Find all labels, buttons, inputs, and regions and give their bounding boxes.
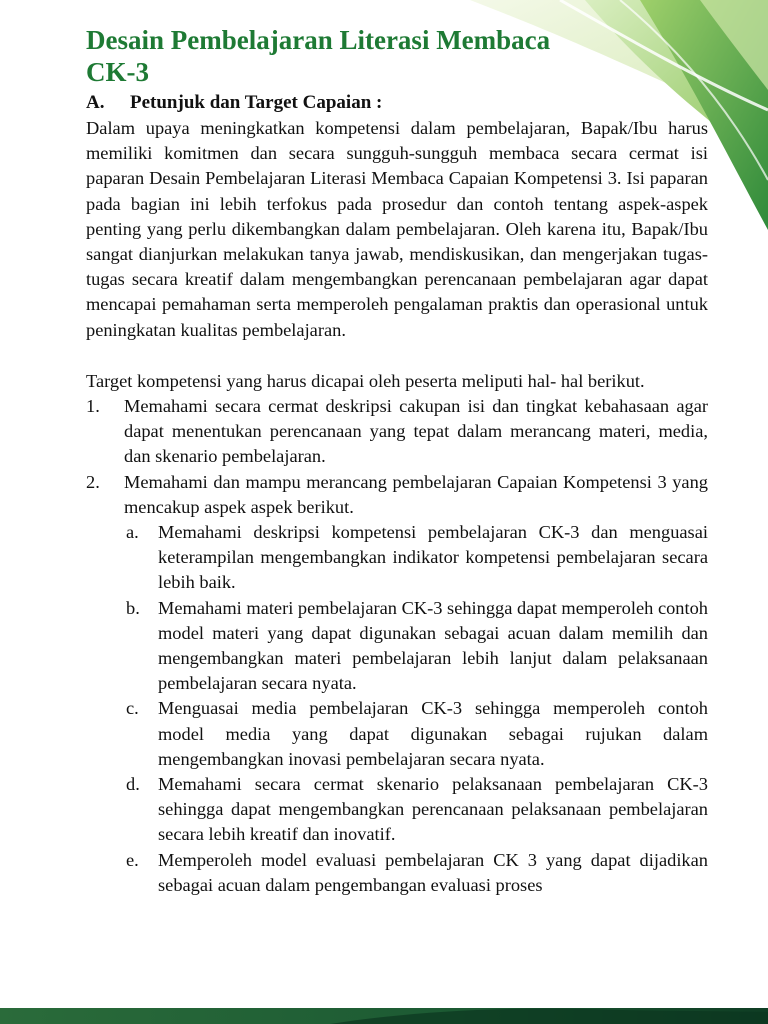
title-line-1: Desain Pembelajaran Literasi Membaca (86, 25, 551, 55)
sub-list-marker: e. (126, 849, 139, 870)
sub-list-text: Memahami deskripsi kompetensi pembelajaran CK-3 dan menguasai keterampilan mengembangkan indikator kompetensi pembelajaran secara lebih baik. (158, 522, 708, 593)
sub-list-text: Memahami materi pembelajaran CK-3 sehingga dapat memperoleh contoh model materi yang dapat digunakan sebagai acuan dalam memilih dan mengembangkan materi pembelajaran lebih lanjut dalam pelaksanaan pembelajaran secara nyata. (158, 597, 708, 694)
bottom-bar (0, 1008, 768, 1024)
sub-list-item (126, 772, 708, 848)
list-item (86, 394, 708, 470)
target-intro: Target kompetensi yang harus dicapai oleh peserta meliputi hal- hal berikut. (86, 370, 645, 391)
list-item (86, 470, 708, 520)
sub-list-item (126, 696, 708, 772)
list-text: Memahami secara cermat deskripsi cakupan isi dan tingkat kebahasaan agar dapat menentukan perencanaan yang tepat dalam merancang materi, media, dan skenario pembelajaran. (124, 396, 708, 467)
sub-list-item (126, 596, 708, 697)
sub-list-marker: a. (126, 522, 139, 543)
document-page (86, 24, 708, 898)
sub-list-text: Memahami secara cermat skenario pelaksanaan pembelajaran CK-3 sehingga dapat mengembangkan perencanaan pelaksanaan pembelajaran secara lebih kreatif dan inovatif. (158, 774, 708, 845)
list-marker: 2. (86, 471, 100, 492)
sub-list-marker: b. (126, 597, 140, 618)
intro-paragraph: Dalam upaya meningkatkan kompetensi dalam pembelajaran, Bapak/Ibu harus memiliki komitmen dan secara sungguh-sungguh membaca secara cermat isi paparan Desain Pembelajaran Literasi Membaca Capaian Kompetensi 3. Isi paparan pada bagian ini lebih terfokus pada prosedur dan contoh tentang aspek-aspek penting yang perlu dikembangkan dalam pembelajaran. Oleh karena itu, Bapak/Ibu sangat dianjurkan melakukan tanya jawab, mendiskusikan, dan mengerjakan tugas-tugas secara kreatif dalam mengembangkan perencanaan pembelajaran agar dapat mencapai pemahaman serta memperoleh pengalaman praktis dan operasional untuk peningkatan kualitas pembelajaran. (86, 118, 708, 340)
sub-list-marker: d. (126, 774, 140, 795)
section-heading (86, 90, 708, 116)
sub-list-item (126, 848, 708, 898)
sub-list-text: Menguasai media pembelajaran CK-3 sehingga memperoleh contoh model media yang dapat digunakan sebagai rujukan dalam mengembangkan inovasi pembelajaran secara nyata. (158, 698, 708, 769)
title-line-2: CK-3 (86, 57, 149, 87)
document-title (86, 24, 708, 88)
list-marker: 1. (86, 396, 100, 417)
sub-list-item (126, 520, 708, 596)
sub-list-text: Memperoleh model evaluasi pembelajaran CK 3 yang dapat dijadikan sebagai acuan dalam pengembangan evaluasi proses (158, 849, 708, 895)
sub-list-marker: c. (126, 698, 139, 719)
list-text: Memahami dan mampu merancang pembelajaran Capaian Kompetensi 3 yang mencakup aspek aspek berikut. (124, 471, 708, 517)
section-marker: A. (86, 92, 105, 113)
section-title: Petunjuk dan Target Capaian : (130, 92, 383, 113)
